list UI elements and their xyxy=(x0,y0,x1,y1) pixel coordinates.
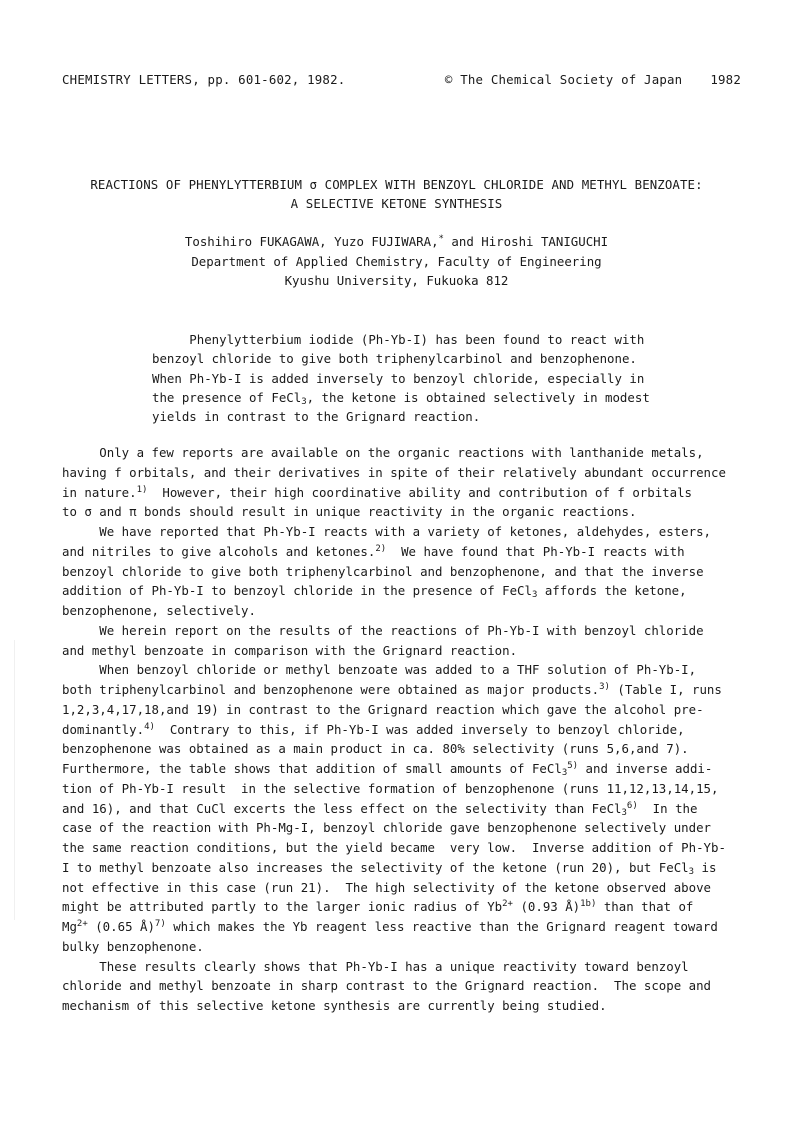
text-run: We have found that Ph-Yb-I reacts with xyxy=(386,543,685,559)
author-names xyxy=(0,232,793,252)
abstract-line xyxy=(152,388,652,407)
body-line: the same reaction conditions, but the yield became very low. Inverse addition of Ph-Yb- xyxy=(62,840,726,855)
text-run: dominantly. xyxy=(62,721,145,737)
body-line: benzoyl chloride to give both triphenylcarbinol and benzophenone, and that the inverse xyxy=(62,563,704,579)
body-line: having f orbitals, and their derivatives in spite of their relatively abundant occurrence xyxy=(62,464,726,480)
subscript: 3 xyxy=(561,768,568,778)
text-run: In the xyxy=(637,800,698,816)
body-line: These results clearly shows that Ph-Yb-I has a unique reactivity toward benzoyl xyxy=(62,958,689,974)
text-run: (0.93 Å) xyxy=(512,899,581,915)
header-right xyxy=(445,72,741,87)
text-run: the presence of FeCl xyxy=(152,389,302,405)
body-line: benzophenone was obtained as a main product in ca. 80% selectivity (runs 5,6,and 7). xyxy=(62,741,689,757)
body-line xyxy=(62,897,752,917)
subscript: 3 xyxy=(301,396,307,407)
charge-superscript: 2+ xyxy=(502,899,513,910)
text-run: and 16), and that CuCl excerts the less effect on the selectivity than FeCl xyxy=(62,800,622,816)
subscript: 3 xyxy=(621,807,627,818)
affiliation-univ: Kyushu University, Fukuoka 812 xyxy=(284,273,509,288)
abstract-line: yields in contrast to the Grignard reaction. xyxy=(152,409,481,425)
reference-marker: 7) xyxy=(154,919,166,929)
text-run: might be attributed partly to the larger ionic radius of Yb xyxy=(62,899,503,915)
body-line xyxy=(62,581,752,601)
text-run: both triphenylcarbinol and benzophenone were obtained as major products. xyxy=(62,682,600,697)
author-names-b: and Hiroshi TANIGUCHI xyxy=(443,234,609,249)
journal-citation: CHEMISTRY LETTERS, pp. 601-602, 1982. xyxy=(62,72,346,87)
header-year: 1982 xyxy=(710,72,741,87)
text-run: and inverse addi- xyxy=(578,761,713,776)
body-line xyxy=(62,759,752,779)
body-line: We herein report on the results of the reactions of Ph-Yb-I with benzoyl chloride xyxy=(62,622,704,638)
reference-marker: 5) xyxy=(567,761,579,771)
page-header xyxy=(62,72,741,87)
body-line: mechanism of this selective ketone synthesis are currently being studied. xyxy=(62,998,607,1013)
text-run: in nature. xyxy=(62,484,137,500)
text-run: than that of xyxy=(596,899,694,915)
reference-marker: 2) xyxy=(375,543,387,554)
abstract-line: benzoyl chloride to give both triphenylcarbinol and benzophenone. xyxy=(152,351,637,367)
author-names-a: Toshihiro FUKAGAWA, Yuzo FUJIWARA, xyxy=(184,234,439,249)
body-line: Only a few reports are available on the organic reactions with lanthanide metals, xyxy=(62,445,704,460)
text-run: affords the ketone, xyxy=(537,583,687,599)
body-line xyxy=(62,542,752,562)
body-line: benzophenone, selectively. xyxy=(62,603,256,618)
text-run: addition of Ph-Yb-I to benzoyl chloride in the presence of FeCl xyxy=(62,583,532,599)
body-text xyxy=(62,443,752,1016)
text-run: (0.65 Å) xyxy=(87,919,155,934)
body-line xyxy=(62,680,752,700)
body-line: to σ and π bonds should result in unique reactivity in the organic reactions. xyxy=(62,504,637,520)
paper-title xyxy=(0,175,793,213)
body-line: case of the reaction with Ph-Mg-I, benzoyl chloride gave benzophenone selectively under xyxy=(62,820,712,836)
title-line-1: REACTIONS OF PHENYLYTTERBIUM σ COMPLEX WITH BENZOYL CHLORIDE AND METHYL BENZOATE: xyxy=(90,177,703,192)
body-line xyxy=(62,483,752,503)
text-run: Mg xyxy=(62,919,77,934)
body-line: bulky benzophenone. xyxy=(62,938,204,954)
reference-marker: 6) xyxy=(626,800,638,811)
text-run: Contrary to this, if Ph-Yb-I was added inversely to benzoyl chloride, xyxy=(154,721,685,737)
text-run: Furthermore, the table shows that addition of small amounts of FeCl xyxy=(62,761,562,776)
title-line-2: A SELECTIVE KETONE SYNTHESIS xyxy=(290,196,503,211)
text-run: which makes the Yb reagent less reactive than the Grignard reagent toward xyxy=(165,919,718,934)
body-line: and methyl benzoate in comparison with the Grignard reaction. xyxy=(62,642,518,658)
body-line xyxy=(62,799,752,819)
body-line: We have reported that Ph-Yb-I reacts with a variety of ketones, aldehydes, esters, xyxy=(62,524,712,539)
body-line xyxy=(62,917,752,937)
text-run: I to methyl benzoate also increases the selectivity of the ketone (run 20), but FeCl xyxy=(62,859,689,875)
body-line xyxy=(62,858,752,878)
body-line: When benzoyl chloride or methyl benzoate was added to a THF solution of Ph-Yb-I, xyxy=(62,662,697,678)
body-line: tion of Ph-Yb-I result in the selective formation of benzophenone (runs 11,12,13,14,15, xyxy=(62,780,719,796)
reference-marker: 4) xyxy=(144,721,155,732)
body-line: 1,2,3,4,17,18,and 19) in contrast to the Grignard reaction which gave the alcohol pre- xyxy=(62,701,704,717)
abstract-line: When Ph-Yb-I is added inversely to benzoyl chloride, especially in xyxy=(152,370,645,386)
body-line xyxy=(62,720,752,740)
scan-edge-line xyxy=(14,640,15,920)
abstract-line: Phenylytterbium iodide (Ph-Yb-I) has been found to react with xyxy=(152,332,645,347)
corresponding-asterisk: * xyxy=(438,234,444,244)
copyright-notice: © The Chemical Society of Japan xyxy=(444,72,683,87)
reference-marker: 1b) xyxy=(580,899,597,910)
text-run: and nitriles to give alcohols and ketones. xyxy=(62,543,376,559)
subscript: 3 xyxy=(688,866,695,877)
affiliation-dept: Department of Applied Chemistry, Faculty of Engineering xyxy=(191,253,602,269)
author-block xyxy=(0,232,793,291)
abstract xyxy=(152,330,652,426)
text-run: is xyxy=(694,859,717,875)
text-run: , the ketone is obtained selectively in modest xyxy=(306,389,650,405)
body-line: not effective in this case (run 21). The high selectivity of the ketone observed above xyxy=(62,879,712,895)
text-run: (Table I, runs xyxy=(609,682,722,697)
subscript: 3 xyxy=(531,590,538,601)
reference-marker: 1) xyxy=(136,484,148,495)
text-run: However, their high coordinative ability and contribution of f orbitals xyxy=(147,484,693,500)
reference-marker: 3) xyxy=(599,682,610,692)
charge-superscript: 2+ xyxy=(76,919,88,929)
body-line: chloride and methyl benzoate in sharp contrast to the Grignard reaction. The scope and xyxy=(62,978,712,994)
